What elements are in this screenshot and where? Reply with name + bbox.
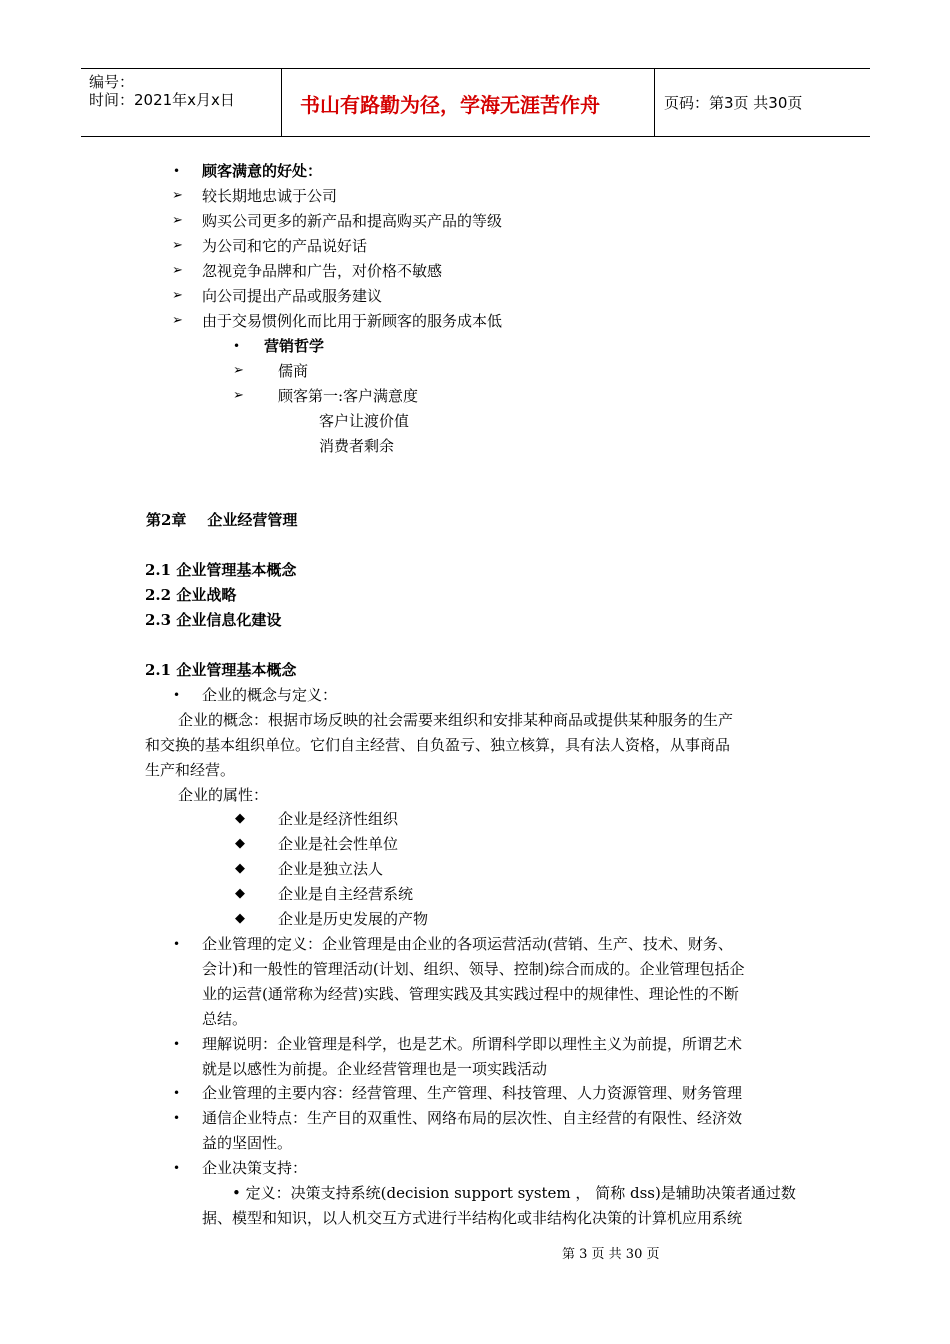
header-motto: 书山有路勤为径，学海无涯苦作舟: [300, 93, 600, 117]
arrow-bullet-icon: ➢: [172, 313, 183, 328]
paragraph-line: 总结。: [202, 1010, 248, 1028]
paragraph-line: 和交换的基本组织单位。它们自主经营、自负盈亏、独立核算，具有法人资格，从事商品: [145, 736, 731, 754]
paragraph-line: 生产和经营。: [145, 761, 236, 779]
benefits-title: 顾客满意的好处：: [202, 162, 323, 180]
arrow-bullet-icon: ➢: [172, 213, 183, 228]
list-subitem: 消费者剩余: [319, 437, 395, 455]
list-item: 企业是独立法人: [278, 860, 384, 878]
philosophy-title: 营销哲学: [264, 337, 325, 355]
bullet-icon: •: [173, 1037, 181, 1051]
chapter-title: 第2章 企业经营管理: [146, 511, 298, 529]
paragraph-line: 通信企业特点：生产目的双重性、网络布局的层次性、自主经营的有限性、经济效: [202, 1109, 743, 1127]
arrow-bullet-icon: ➢: [233, 363, 244, 378]
arrow-bullet-icon: ➢: [172, 238, 183, 253]
list-item: 儒商: [278, 362, 309, 380]
paragraph-line: 企业管理的主要内容：经营管理、生产管理、科技管理、人力资源管理、财务管理: [202, 1084, 743, 1102]
diamond-bullet-icon: ◆: [235, 911, 245, 926]
bullet-icon: •: [173, 937, 181, 951]
toc-item: 2.1 企业管理基本概念: [145, 561, 297, 579]
paragraph-line: 据、模型和知识，以人机交互方式进行半结构化或非结构化决策的计算机应用系统: [202, 1209, 743, 1227]
doc-time-label: 时间：2021年x月x日: [89, 91, 235, 109]
decision-label: 企业决策支持：: [202, 1159, 308, 1177]
header-divider: [654, 69, 655, 136]
arrow-bullet-icon: ➢: [172, 288, 183, 303]
list-item: 企业是社会性单位: [278, 835, 399, 853]
paragraph-line: 就是以感性为前提。企业经营管理也是一项实践活动: [202, 1060, 548, 1078]
list-item: 企业是历史发展的产物: [278, 910, 429, 928]
bullet-icon: •: [173, 688, 181, 702]
header-divider: [281, 69, 282, 136]
paragraph-line: 业的运营(通常称为经营)实践、管理实践及其实践过程中的规律性、理论性的不断: [202, 985, 739, 1003]
bullet-icon: •: [173, 1161, 181, 1175]
paragraph-line: • 定义：决策支持系统(decision support system ， 简称 dss)是辅助决策者通过数: [232, 1184, 796, 1202]
list-item: 较长期地忠诚于公司: [202, 187, 338, 205]
diamond-bullet-icon: ◆: [235, 886, 245, 901]
doc-number-label: 编号：: [89, 73, 135, 91]
list-item: 向公司提出产品或服务建议: [202, 287, 383, 305]
diamond-bullet-icon: ◆: [235, 836, 245, 851]
paragraph-line: 企业的概念：根据市场反映的社会需要来组织和安排某种商品或提供某种服务的生产: [178, 711, 734, 729]
paragraph-line: 理解说明：企业管理是科学，也是艺术。所谓科学即以理性主义为前提，所谓艺术: [202, 1035, 743, 1053]
arrow-bullet-icon: ➢: [172, 263, 183, 278]
toc-item: 2.2 企业战略: [145, 586, 237, 604]
list-item: 购买公司更多的新产品和提高购买产品的等级: [202, 212, 503, 230]
diamond-bullet-icon: ◆: [235, 811, 245, 826]
toc-item: 2.3 企业信息化建设: [145, 611, 282, 629]
arrow-bullet-icon: ➢: [172, 188, 183, 203]
list-item: 企业是自主经营系统: [278, 885, 414, 903]
paragraph-line: 企业管理的定义：企业管理是由企业的各项运营活动(营销、生产、技术、财务、: [202, 935, 733, 953]
bullet-icon: •: [173, 164, 181, 178]
bullet-icon: •: [173, 1086, 181, 1100]
paragraph-line: 会计)和一般性的管理活动(计划、组织、领导、控制)综合而成的。企业管理包括企: [202, 960, 745, 978]
section-title: 2.1 企业管理基本概念: [145, 661, 297, 679]
list-subitem: 客户让渡价值: [319, 412, 410, 430]
bullet-icon: •: [173, 1111, 181, 1125]
list-item: 忽视竞争品牌和广告，对价格不敏感: [202, 262, 443, 280]
page-footer: 第 3 页 共 30 页: [562, 1247, 660, 1262]
concept-bullet: 企业的概念与定义：: [202, 686, 338, 704]
header-page-info: 页码：第3页 共30页: [664, 94, 803, 112]
list-item: 顾客第一:客户满意度: [278, 387, 419, 405]
list-item: 为公司和它的产品说好话: [202, 237, 368, 255]
list-item: 企业是经济性组织: [278, 810, 399, 828]
list-item: 由于交易惯例化而比用于新顾客的服务成本低: [202, 312, 503, 330]
bullet-icon: •: [233, 339, 241, 353]
paragraph-line: 益的坚固性。: [202, 1134, 293, 1152]
arrow-bullet-icon: ➢: [233, 388, 244, 403]
diamond-bullet-icon: ◆: [235, 861, 245, 876]
attributes-label: 企业的属性：: [178, 786, 269, 804]
